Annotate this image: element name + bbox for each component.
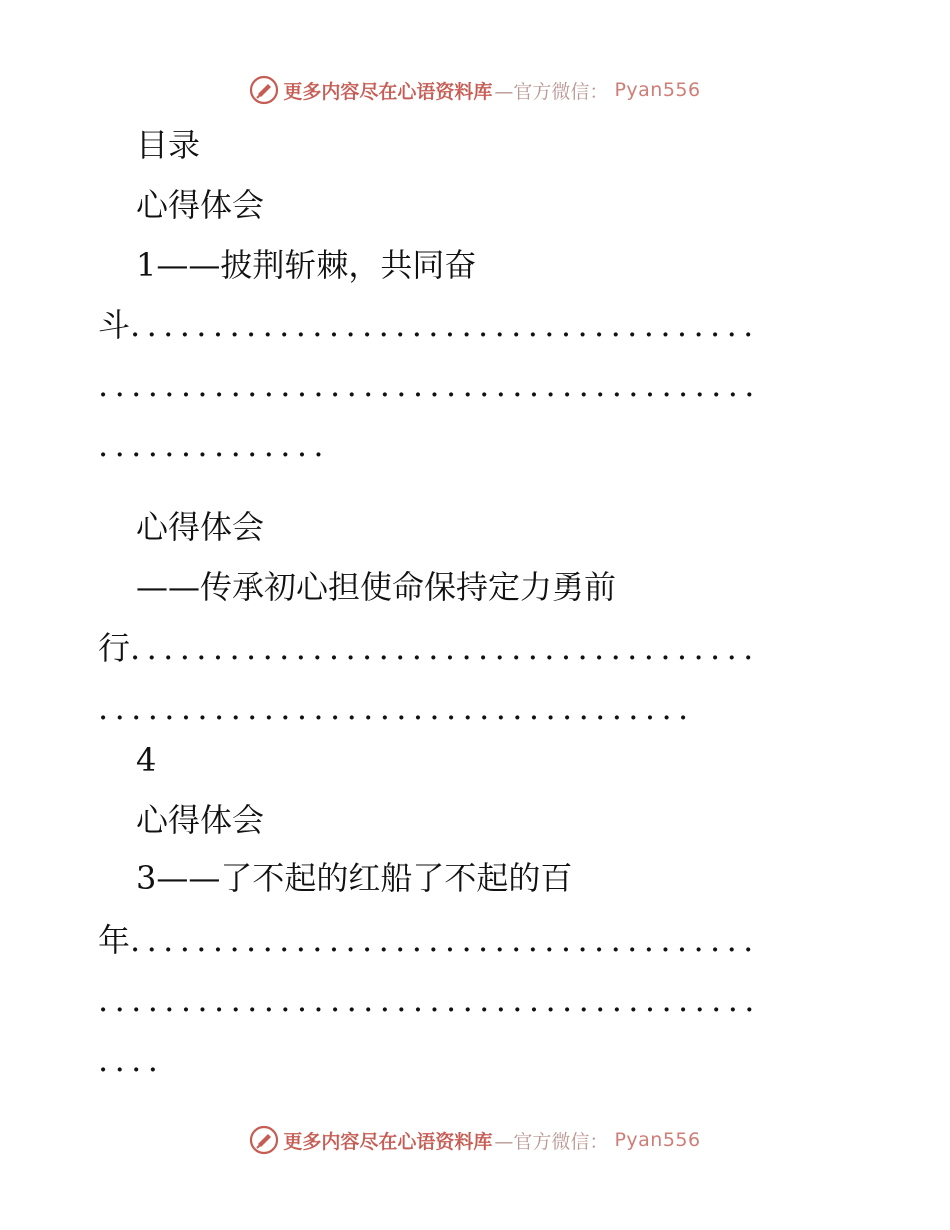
toc-entry-2-dots-1: ...................................... bbox=[130, 629, 760, 667]
toc-entry-2-page-number: 4 bbox=[136, 741, 157, 779]
toc-entry-3-category: 心得体会 bbox=[136, 801, 265, 839]
toc-entry-1-title-tail[interactable]: 斗 bbox=[98, 306, 131, 344]
header-watermark bbox=[0, 70, 950, 110]
toc-entry-2-title[interactable]: ——传承初心担使命保持定力勇前 bbox=[136, 568, 617, 606]
toc-entry-3-leader-2: ........................................ bbox=[98, 981, 761, 1019]
toc-entry-1-leader-2: ........................................ bbox=[98, 366, 761, 404]
toc-entry-1-title[interactable]: 1——披荆斩棘，共同奋 bbox=[136, 246, 477, 284]
watermark-brand: 更多内容尽在心语资料库 bbox=[283, 1130, 493, 1153]
watermark-wechat-id: Pyan556 bbox=[614, 79, 701, 101]
toc-entry-3-title[interactable]: 3——了不起的红船了不起的百 bbox=[136, 859, 573, 897]
toc-entry-1-category: 心得体会 bbox=[136, 186, 265, 224]
toc-entry-2-leader-2: .................................... bbox=[98, 689, 695, 727]
toc-entry-3-dots-1: ...................................... bbox=[130, 921, 760, 959]
brand-logo-icon bbox=[249, 1125, 279, 1155]
toc-entry-2-category: 心得体会 bbox=[136, 508, 265, 546]
footer-watermark bbox=[0, 1120, 950, 1160]
watermark-brand: 更多内容尽在心语资料库 bbox=[283, 80, 493, 103]
toc-entry-2-title-tail[interactable]: 行 bbox=[98, 629, 131, 667]
toc-entry-3-leader-3: .... bbox=[98, 1041, 165, 1079]
toc-heading: 目录 bbox=[136, 126, 201, 164]
brand-logo-icon bbox=[249, 75, 279, 105]
toc-entry-1-leader-3: .............. bbox=[98, 426, 331, 464]
watermark-official: —官方微信： bbox=[494, 1130, 609, 1153]
toc-entry-3-title-tail[interactable]: 年 bbox=[98, 921, 131, 959]
toc-entry-2-leader-1 bbox=[98, 628, 843, 668]
toc-entry-3-leader-1 bbox=[98, 920, 843, 960]
watermark-wechat-id: Pyan556 bbox=[614, 1129, 701, 1151]
toc-entry-1-leader-1 bbox=[98, 305, 843, 345]
toc-entry-1-dots-1: ...................................... bbox=[130, 306, 760, 344]
watermark-official: —官方微信： bbox=[494, 80, 609, 103]
